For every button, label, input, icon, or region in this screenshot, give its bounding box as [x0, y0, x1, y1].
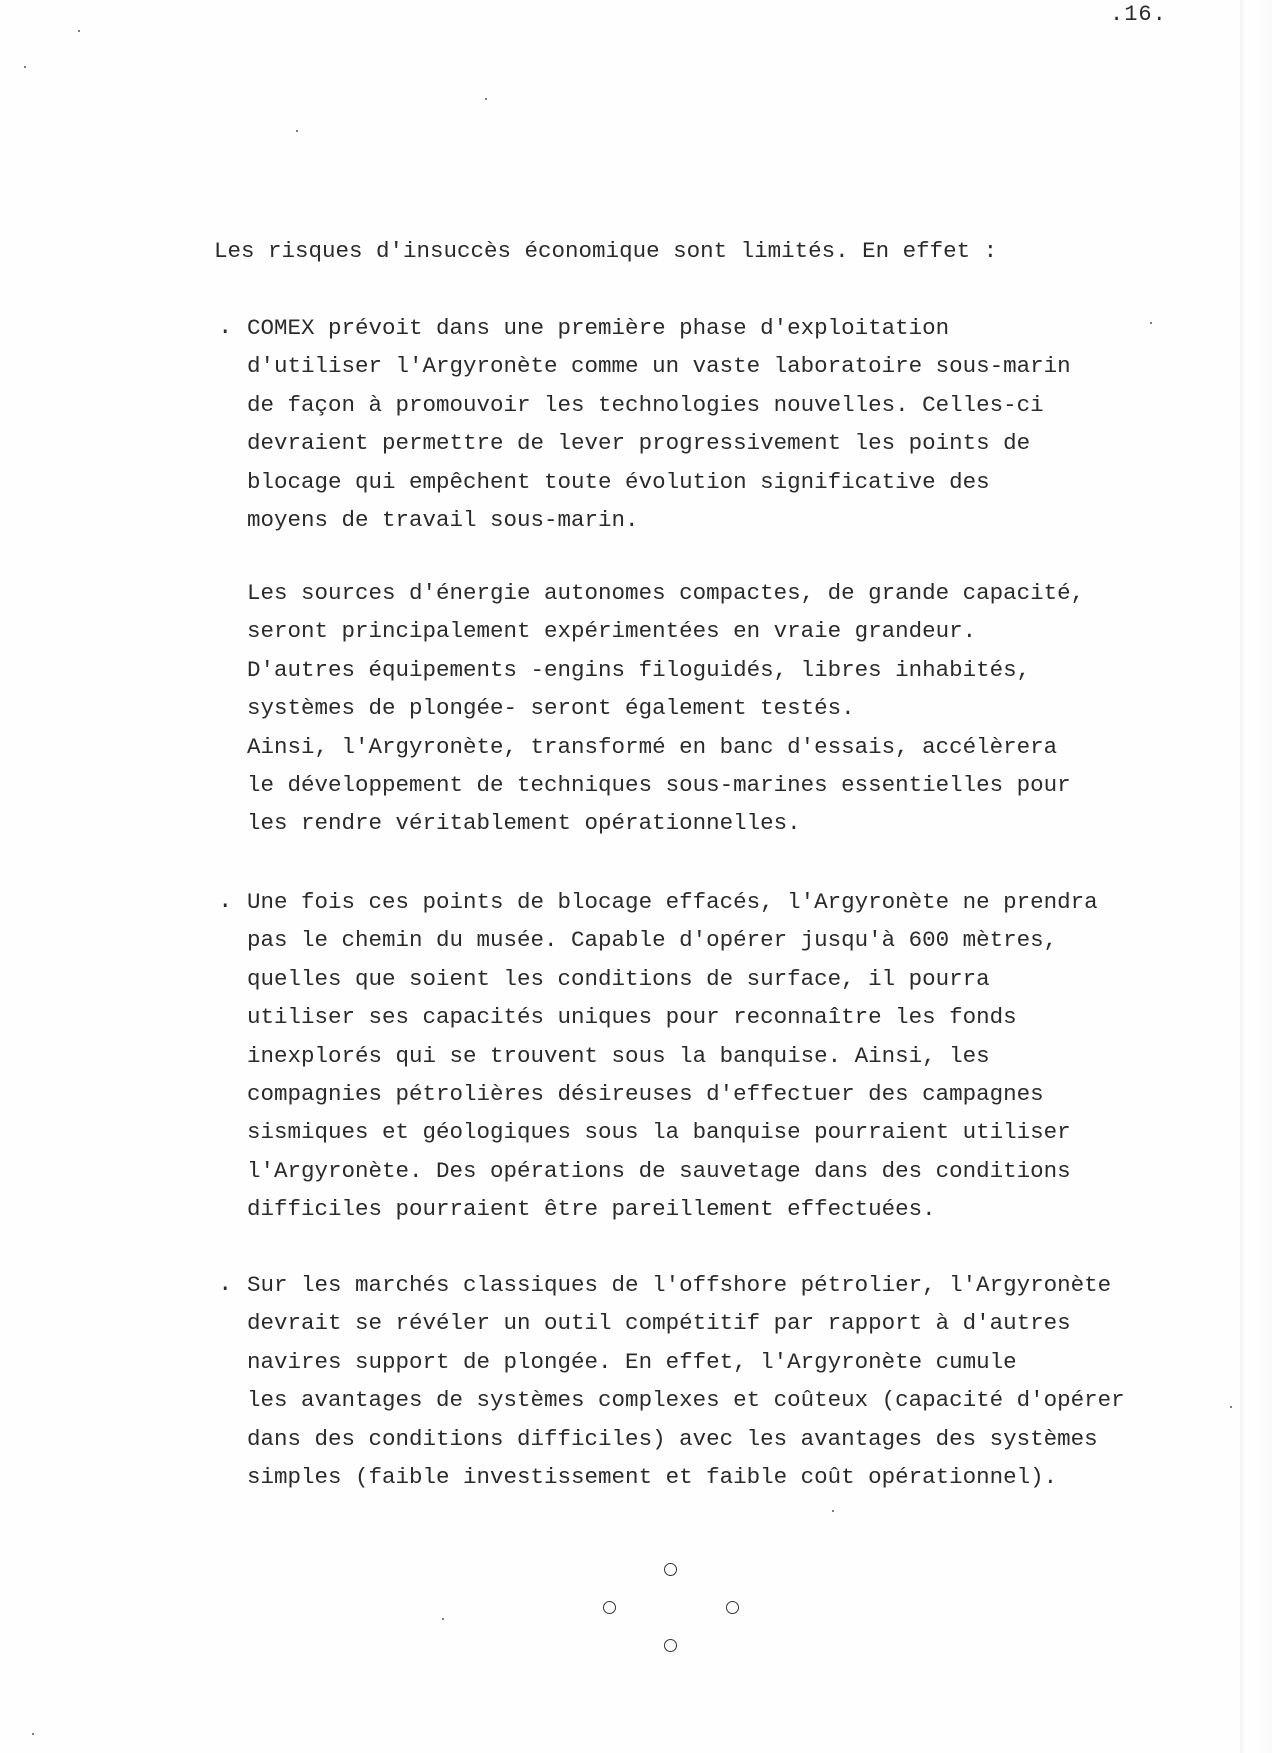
text-line: moyens de travail sous-marin.: [247, 507, 639, 534]
text-line: difficiles pourraient être pareillement effectuées.: [247, 1196, 936, 1223]
text-line: les avantages de systèmes complexes et coûteux (capacité d'opérer: [247, 1387, 1125, 1414]
scan-margin: [1240, 0, 1272, 1753]
page-number: .16.: [1110, 2, 1167, 27]
scan-speck: [1150, 322, 1152, 324]
scan-speck: [296, 130, 298, 132]
text-line: systèmes de plongée- seront également testés.: [247, 695, 855, 722]
scan-speck: [24, 66, 26, 68]
intro-sentence: Les risques d'insuccès économique sont limités. En effet :: [214, 238, 998, 264]
text-line: inexplorés qui se trouvent sous la banquise. Ainsi, les: [247, 1042, 990, 1069]
text-line: D'autres équipements -engins filoguidés, libres inhabités,: [247, 656, 1031, 683]
text-line: compagnies pétrolières désireuses d'effectuer des campagnes: [247, 1081, 1044, 1108]
text-line: Une fois ces points de blocage effacés, l'Argyronète ne prendra: [247, 889, 1098, 915]
text-line: le développement de techniques sous-marines essentielles pour: [247, 772, 1071, 799]
text-line: de façon à promouvoir les technologies nouvelles. Celles-ci: [247, 391, 1044, 418]
bullet-marker: .: [218, 1271, 233, 1298]
text-line: l'Argyronète. Des opérations de sauvetage dans des conditions: [247, 1157, 1071, 1184]
text-line: navires support de plongée. En effet, l'Argyronète cumule: [247, 1348, 1017, 1375]
paragraph-4: [247, 1266, 1125, 1496]
text-line: seront principalement expérimentées en vraie grandeur.: [247, 618, 977, 645]
text-line: devraient permettre de lever progressivement les points de: [247, 430, 1031, 457]
text-line: pas le chemin du musée. Capable d'opérer jusqu'à 600 mètres,: [247, 927, 1058, 954]
text-line: devrait se révéler un outil compétitif par rapport à d'autres: [247, 1310, 1071, 1337]
text-line: simples (faible investissement et faible coût opérationnel).: [247, 1464, 1058, 1491]
paragraph-1: [247, 309, 1071, 539]
scan-speck: [32, 1733, 34, 1735]
text-line: blocage qui empêchent toute évolution significative des: [247, 468, 990, 495]
ornament-circle-icon: [726, 1601, 739, 1614]
text-line: Les sources d'énergie autonomes compactes, de grande capacité,: [247, 580, 1085, 606]
paragraph-3: [247, 883, 1098, 1229]
scan-speck: [832, 1510, 834, 1512]
scan-speck: [485, 98, 487, 100]
text-line: sismiques et géologiques sous la banquise pourraient utiliser: [247, 1119, 1071, 1146]
text-line: d'utiliser l'Argyronète comme un vaste laboratoire sous-marin: [247, 353, 1071, 380]
text-line: Ainsi, l'Argyronète, transformé en banc d'essais, accélèrera: [247, 733, 1058, 760]
text-line: utiliser ses capacités uniques pour reconnaître les fonds: [247, 1004, 1017, 1031]
bullet-marker: .: [218, 888, 233, 915]
text-line: COMEX prévoit dans une première phase d'exploitation: [247, 315, 950, 341]
ornament-circle-icon: [664, 1563, 677, 1576]
ornament-circle-icon: [603, 1601, 616, 1614]
text-line: quelles que soient les conditions de surface, il pourra: [247, 965, 990, 992]
text-line: dans des conditions difficiles) avec les avantages des systèmes: [247, 1425, 1098, 1452]
scan-speck: [78, 30, 80, 32]
ornament-circle-icon: [664, 1639, 677, 1652]
bullet-marker: .: [218, 314, 233, 341]
paragraph-2: [247, 574, 1084, 843]
scan-speck: [1230, 1406, 1232, 1408]
scan-speck: [442, 1618, 444, 1620]
text-line: Sur les marchés classiques de l'offshore pétrolier, l'Argyronète: [247, 1272, 1112, 1298]
text-line: les rendre véritablement opérationnelles.: [247, 810, 801, 837]
